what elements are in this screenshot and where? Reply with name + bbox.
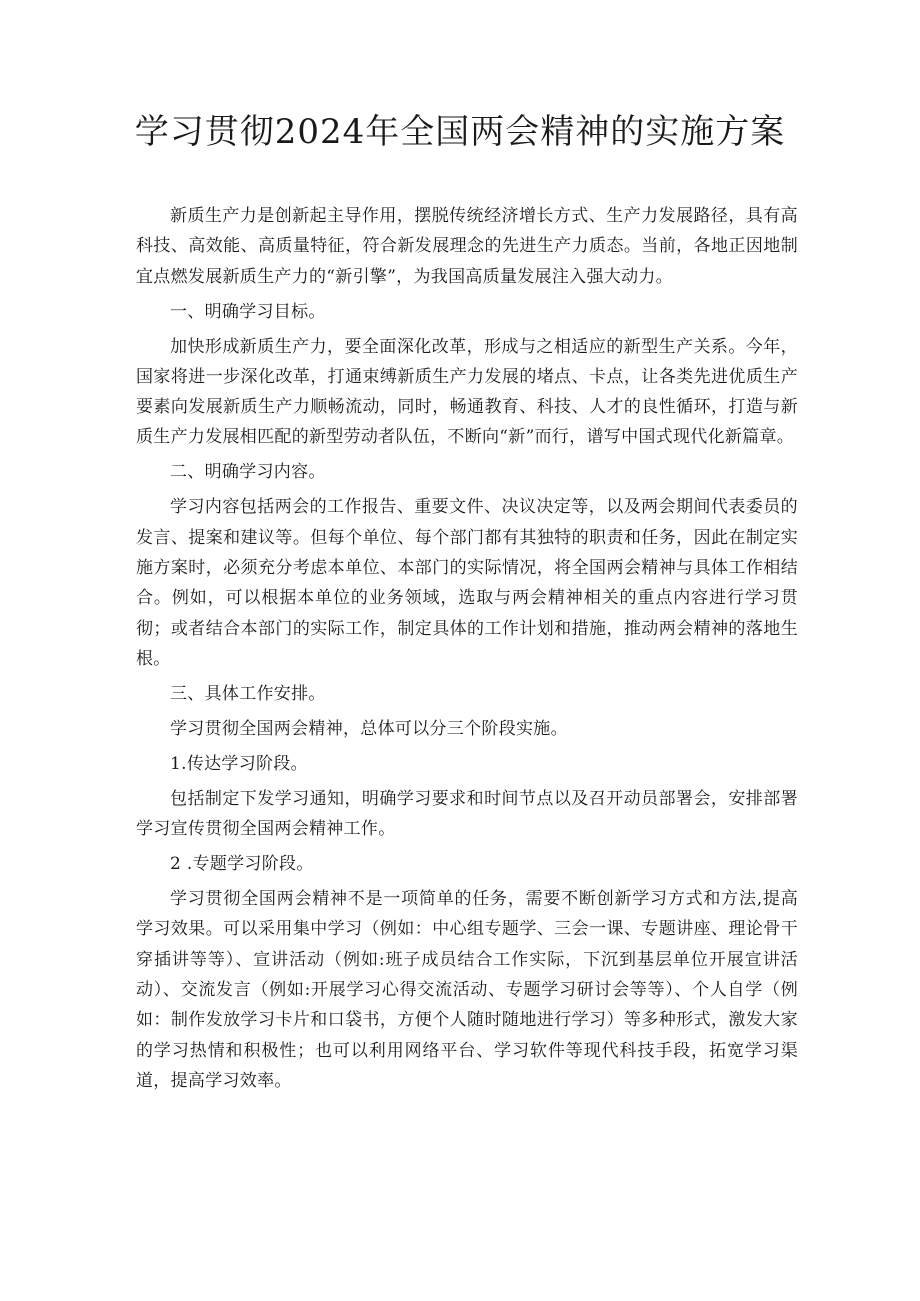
arrangement-paragraph: 学习贯彻全国两会精神，总体可以分三个阶段实施。 bbox=[170, 718, 568, 739]
subheading-stage-2: 2 .专题学习阶段。 bbox=[170, 854, 314, 875]
subheading-stage-1: 1.传达学习阶段。 bbox=[170, 753, 308, 774]
section-heading-content: 二、明确学习内容。 bbox=[170, 462, 326, 483]
goal-paragraph: 加快形成新质生产力，要全面深化改革，形成与之相适应的新型生产关系。今年，国家将进一步深化改革，打通束缚新质生产力发展的堵点、卡点，让各类先进优质生产要素向发展新质生产力顺畅流动，同时，畅通教育、科技、人才的良性循环，打造与新质生产力发展相匹配的新型劳动者队伍，不断向“新”而行，谱写中国式现代化新篇章。 bbox=[136, 336, 798, 448]
page-title: 学习贯彻2024年全国两会精神的实施方案 bbox=[134, 112, 786, 152]
stage-1-paragraph: 包括制定下发学习通知，明确学习要求和时间节点以及召开动员部署会，安排部署学习宣传贯彻全国两会精神工作。 bbox=[136, 788, 798, 840]
section-heading-arrangement: 三、具体工作安排。 bbox=[170, 683, 326, 704]
document-body bbox=[136, 201, 798, 1101]
stage-2-paragraph: 学习贯彻全国两会精神不是一项简单的任务，需要不断创新学习方式和方法,提高学习效果。可以采用集中学习（例如：中心组专题学、三会一课、专题讲座、理论骨干穿插讲等等）、宣讲活动（例如:班子成员结合工作实际，下沉到基层单位开展宣讲活动）、交流发言（例如:开展学习心得交流活动、专题学习研讨会等等）、个人自学（例如：制作发放学习卡片和口袋书，方便个人随时随地进行学习）等多种形式，激发大家的学习热情和积极性；也可以利用网络平台、学习软件等现代科技手段，拓宽学习渠道，提高学习效率。 bbox=[136, 889, 798, 1091]
content-paragraph: 学习内容包括两会的工作报告、重要文件、决议决定等，以及两会期间代表委员的发言、提案和建议等。但每个单位、每个部门都有其独特的职责和任务，因此在制定实施方案时，必须充分考虑本单位、本部门的实际情况，将全国两会精神与具体工作相结合。例如，可以根据本单位的业务领域，选取与两会精神相关的重点内容进行学习贯彻；或者结合本部门的实际工作，制定具体的工作计划和措施，推动两会精神的落地生根。 bbox=[136, 497, 798, 669]
section-heading-goal: 一、明确学习目标。 bbox=[170, 301, 326, 322]
intro-paragraph: 新质生产力是创新起主导作用，摆脱传统经济增长方式、生产力发展路径，具有高科技、高效能、高质量特征，符合新发展理念的先进生产力质态。当前，各地正因地制宜点燃发展新质生产力的“新引擎”，为我国高质量发展注入强大动力。 bbox=[136, 206, 798, 287]
